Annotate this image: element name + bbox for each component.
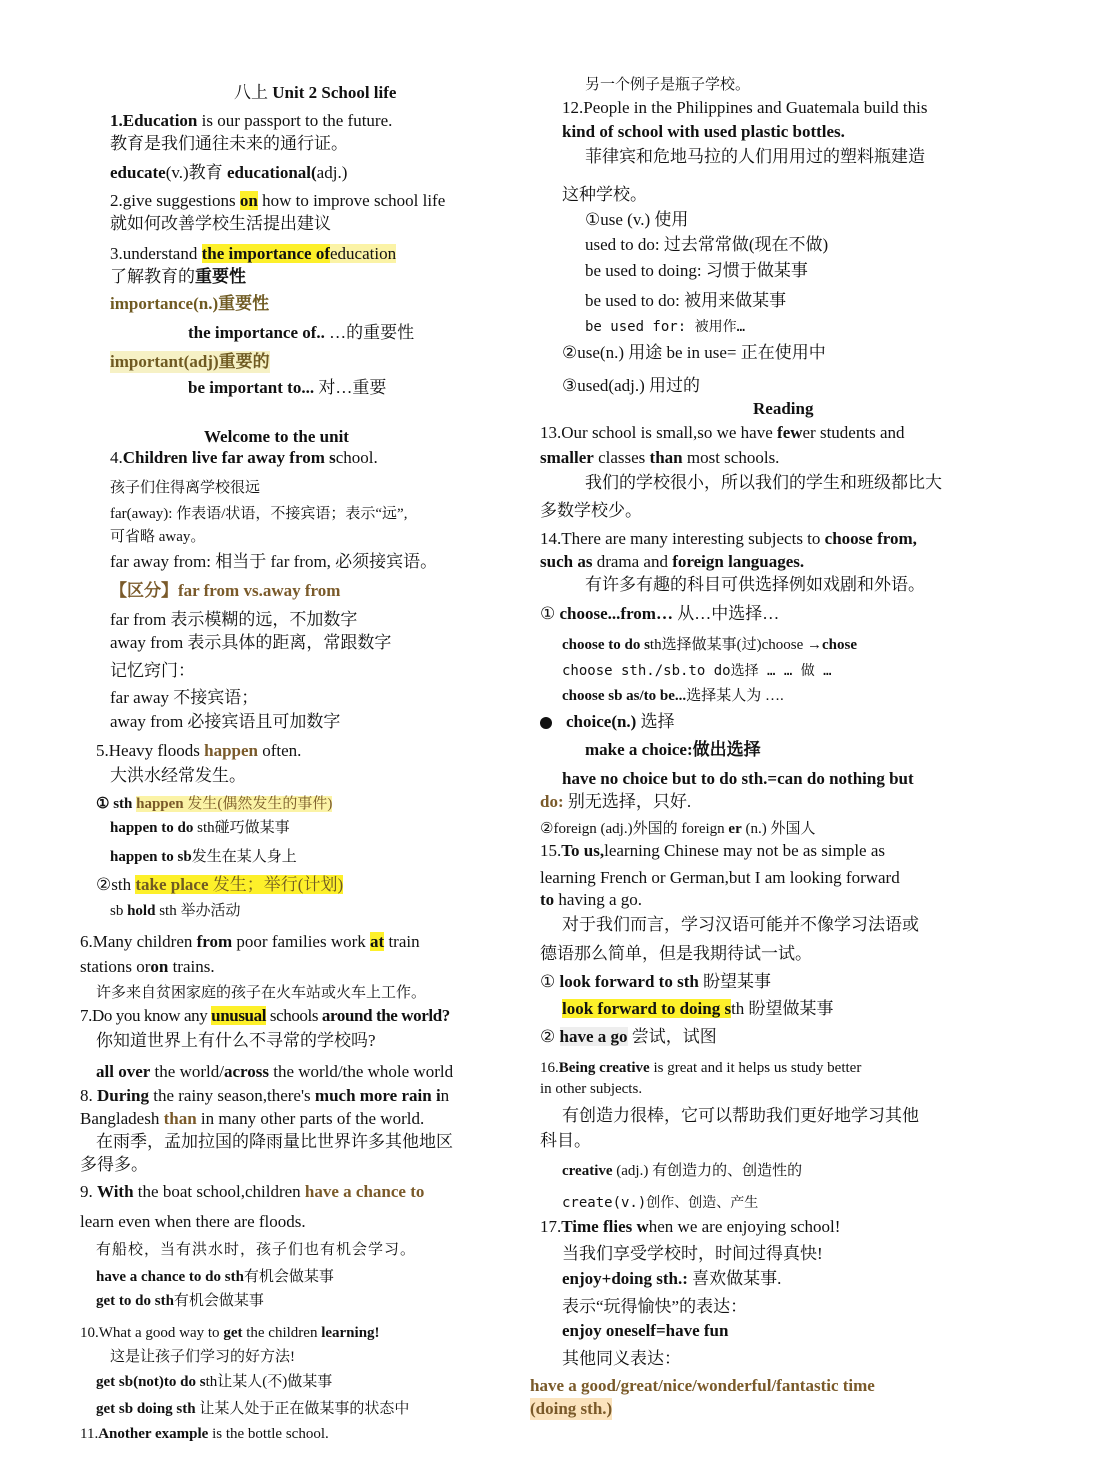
- item-8-cn-2: 多得多。: [80, 1155, 148, 1174]
- item-5-note-5: sb hold sth 举办活动: [110, 903, 241, 919]
- item-5-cn: 大洪水经常发生。: [110, 766, 246, 785]
- item-10: 10.What a good way to get the children learning!: [80, 1325, 380, 1341]
- item-4-note-7: 记忆窍门：: [110, 661, 195, 680]
- choose-note-1: ① choose...from… 从…中选择…: [540, 604, 780, 623]
- use-note-3: be used to doing: 习惯于做某事: [585, 261, 808, 280]
- item-10-note-2: get sb doing sth 让某人处于正在做某事的状态中: [96, 1401, 410, 1417]
- important-note: important(adj)重要的: [110, 352, 270, 371]
- use-note-5: be used for: 被用作…: [585, 319, 746, 335]
- have-a-good-time-note: have a good/great/nice/wonderful/fantastic time: [530, 1376, 875, 1395]
- no-choice-cont: do: 别无选择，只好.: [540, 792, 692, 811]
- item-4: 4.Children live far away from school.: [110, 448, 378, 467]
- item-5-note-3: happen to sb发生在某人身上: [110, 849, 297, 865]
- item-5-note-2: happen to do sth碰巧做某事: [110, 820, 290, 836]
- fun-expression-label: 表示“玩得愉快”的表达：: [562, 1297, 748, 1316]
- item-3: 3.understand the importance ofeducation: [110, 244, 397, 263]
- importance-note: importance(n.)重要性: [110, 294, 270, 313]
- item-14-cn: 有许多有趣的科目可供选择例如戏剧和外语。: [585, 575, 925, 594]
- item-3-cn: 了解教育的重要性: [110, 267, 246, 286]
- item-7: 7.Do you know any unusual schools around the world?: [80, 1006, 450, 1025]
- item-15-cont-2: to having a go.: [540, 890, 642, 909]
- item-11-cn: 另一个例子是瓶子学校。: [585, 77, 751, 93]
- item-2: 2.give suggestions on how to improve school life: [110, 191, 446, 210]
- item-17: 17.Time flies when we are enjoying school!: [540, 1217, 841, 1236]
- item-9: 9. With the boat school,children have a chance to: [80, 1182, 425, 1201]
- item-6-cn: 许多来自贫困家庭的孩子在火车站或火车上工作。: [96, 985, 427, 1001]
- item-4-note-8: far away 不接宾语；: [110, 688, 259, 707]
- item-13-cont: smaller classes than most schools.: [540, 448, 780, 467]
- choose-note-3: choose sth./sb.to do选择 … … 做 …: [562, 663, 832, 679]
- item-12-cont: kind of school with used plastic bottles.: [562, 122, 845, 141]
- section-reading: Reading: [753, 399, 814, 418]
- use-note-6: ②use(n.) 用途 be in use= 正在使用中: [562, 343, 826, 362]
- item-9-cont: learn even when there are floods.: [80, 1212, 306, 1231]
- use-note-2: used to do: 过去常常做(现在不做): [585, 235, 829, 254]
- item-4-note-2: 可省略 away。: [110, 529, 206, 545]
- item-7-note: all over the world/across the world/the whole world: [96, 1062, 454, 1081]
- enjoy-note: enjoy+doing sth.: 喜欢做某事.: [562, 1269, 782, 1288]
- item-12: 12.People in the Philippines and Guatemala build this: [562, 98, 928, 117]
- item-4-compare: 【区分】far from vs.away from: [110, 581, 341, 600]
- creative-note: creative (adj.) 有创造力的、创造性的: [562, 1163, 803, 1179]
- section-welcome: Welcome to the unit: [204, 427, 349, 446]
- synonym-label: 其他同义表达：: [562, 1349, 681, 1368]
- item-17-cn: 当我们享受学校时，时间过得真快!: [562, 1244, 823, 1263]
- use-note-1: ①use (v.) 使用: [585, 210, 689, 229]
- importance-of-note: the importance of.. …的重要性: [188, 323, 415, 342]
- item-1-cn: 教育是我们通往未来的通行证。: [110, 134, 348, 153]
- item-4-note-1: far(away): 作表语/状语，不接宾语；表示“远”,: [110, 506, 408, 522]
- item-16-cn-2: 科目。: [540, 1131, 591, 1150]
- item-1-words: educate(v.)教育 educational(adj.): [110, 163, 348, 182]
- item-15-cn-2: 德语那么简单，但是我期待试一试。: [540, 944, 812, 963]
- create-note: create(v.)创作、创造、产生: [562, 1195, 759, 1211]
- item-16-cont: in other subjects.: [540, 1081, 643, 1097]
- item-15-cn-1: 对于我们而言，学习汉语可能并不像学习法语或: [562, 915, 919, 934]
- doing-sth-note: (doing sth.): [530, 1399, 613, 1418]
- item-11: 11.Another example is the bottle school.: [80, 1426, 329, 1442]
- bullet-icon: [540, 717, 552, 729]
- item-2-cn: 就如何改善学校生活提出建议: [110, 214, 331, 233]
- no-choice-note: have no choice but to do sth.=can do nothing but: [562, 769, 914, 788]
- choose-note-4: choose sb as/to be...选择某人为 ….: [562, 688, 784, 704]
- item-5-note-1: ① sth happen 发生(偶然发生的事件): [96, 796, 333, 812]
- item-8-cont: Bangladesh than in many other parts of the world.: [80, 1109, 425, 1128]
- item-14: 14.There are many interesting subjects to choose from,: [540, 529, 917, 548]
- item-6-cont: stations oron trains.: [80, 957, 215, 976]
- item-6: 6.Many children from poor families work at train: [80, 932, 420, 951]
- item-1: 1.Education is our passport to the future.: [110, 111, 393, 130]
- item-15-cont: learning French or German,but I am looking forward: [540, 868, 900, 887]
- item-16-cn-1: 有创造力很棒，它可以帮助我们更好地学习其他: [562, 1106, 919, 1125]
- item-4-note-6: away from 表示具体的距离，常跟数字: [110, 633, 392, 652]
- item-5: 5.Heavy floods happen often.: [96, 741, 302, 760]
- item-15: 15.To us,learning Chinese may not be as simple as: [540, 841, 886, 860]
- item-4-note-9: away from 必接宾语且可加数字: [110, 712, 341, 731]
- item-4-note-3: far away from: 相当于 far from, 必须接宾语。: [110, 552, 438, 571]
- item-12-cn-1: 菲律宾和危地马拉的人们用用过的塑料瓶建造: [585, 147, 925, 166]
- look-forward-note-1: ① look forward to sth 盼望某事: [540, 972, 772, 991]
- item-9-note-1: have a chance to do sth有机会做某事: [96, 1269, 334, 1285]
- enjoy-oneself-note: enjoy oneself=have fun: [562, 1321, 729, 1340]
- item-16: 16.Being creative is great and it helps us study better: [540, 1060, 862, 1076]
- look-forward-note-2: look forward to doing sth 盼望做某事: [562, 999, 834, 1018]
- item-13-cn-2: 多数学校少。: [540, 501, 642, 520]
- foreign-note: ②foreign (adj.)外国的 foreign er (n.) 外国人: [540, 821, 816, 837]
- have-a-go-note: ② have a go 尝试，试图: [540, 1027, 717, 1046]
- item-8: 8. During the rainy season,there's much more rain in: [80, 1086, 450, 1105]
- item-5-note-4: ②sth take place 发生；举行(计划): [96, 875, 344, 894]
- item-12-cn-2: 这种学校。: [562, 185, 647, 204]
- item-10-note-1: get sb(not)to do sth让某人(不)做某事: [96, 1374, 333, 1390]
- item-10-cn: 这是让孩子们学习的好方法!: [110, 1349, 295, 1365]
- use-note-7: ③used(adj.) 用过的: [562, 376, 700, 395]
- use-note-4: be used to do: 被用来做某事: [585, 291, 787, 310]
- item-9-cn: 有船校，当有洪水时，孩子们也有机会学习。: [96, 1242, 417, 1258]
- item-4-cn: 孩子们住得离学校很远: [110, 480, 261, 496]
- item-8-cn-1: 在雨季，孟加拉国的降雨量比世界许多其他地区: [96, 1132, 453, 1151]
- make-choice-note: make a choice:做出选择: [585, 740, 761, 759]
- important-to-note: be important to... 对…重要: [188, 378, 387, 397]
- item-7-cn: 你知道世界上有什么不寻常的学校吗?: [96, 1031, 376, 1050]
- choose-note-2: choose to do sth选择做某事(过)choose →chose: [562, 637, 857, 653]
- choice-note: choice(n.) 选择: [540, 711, 675, 733]
- item-13: 13.Our school is small,so we have fewer students and: [540, 423, 905, 442]
- item-4-note-5: far from 表示模糊的远，不加数字: [110, 610, 358, 629]
- item-14-cont: such as drama and foreign languages.: [540, 552, 805, 571]
- item-9-note-2: get to do sth有机会做某事: [96, 1293, 264, 1309]
- page-title: 八上 Unit 2 School life: [234, 83, 397, 102]
- item-13-cn-1: 我们的学校很小，所以我们的学生和班级都比大: [585, 473, 942, 492]
